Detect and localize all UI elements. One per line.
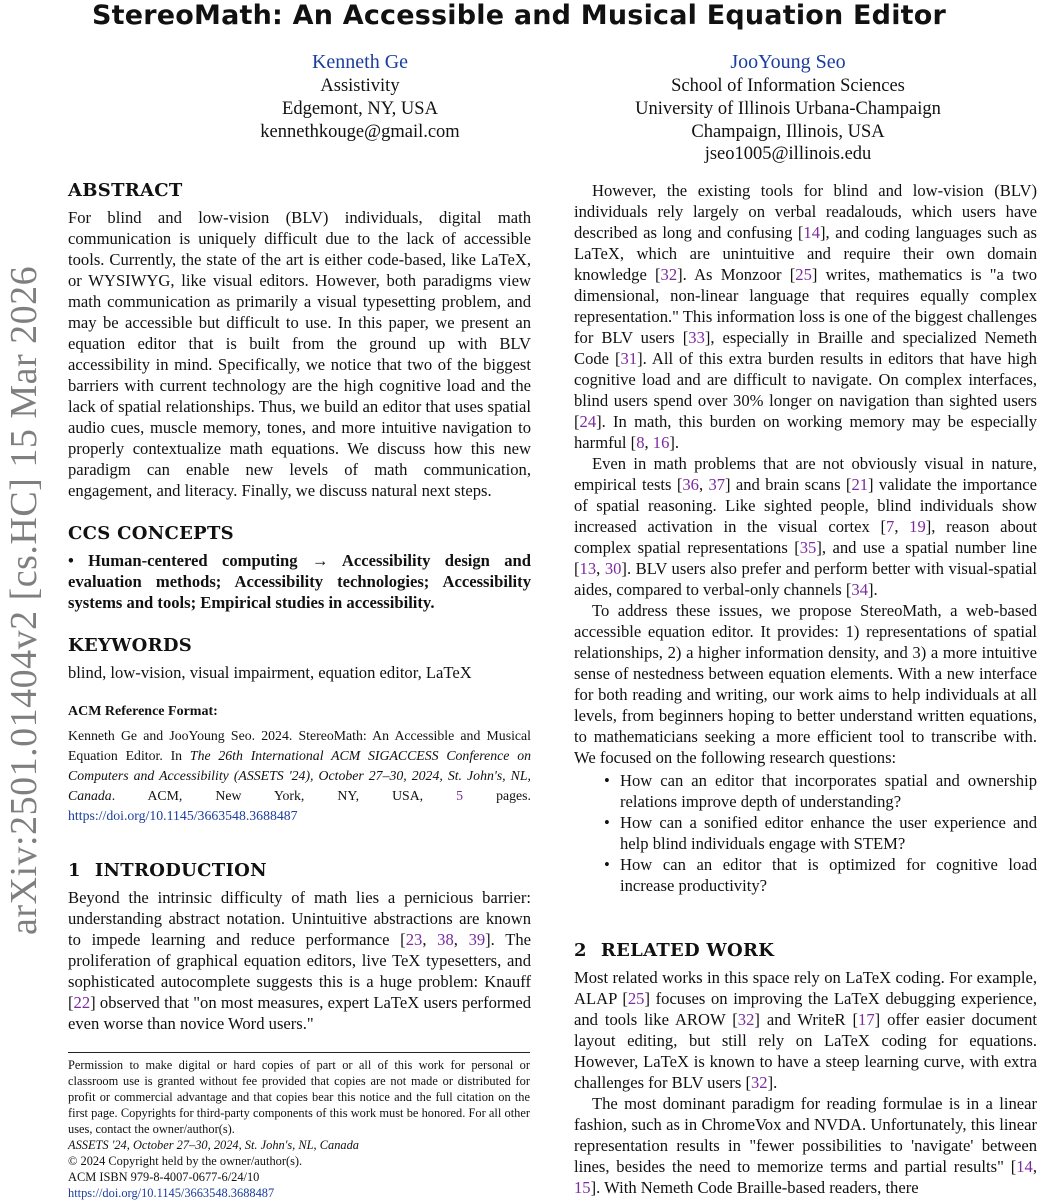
author-email: kennethkouge@gmail.com — [260, 121, 460, 142]
citation-link[interactable]: 35 — [799, 538, 817, 557]
citation-link[interactable]: 25 — [627, 989, 645, 1008]
author-affiliation: School of Information Sciences — [671, 76, 905, 96]
introduction-heading — [68, 860, 531, 881]
reference-format — [68, 701, 531, 826]
citation-link[interactable]: 39 — [468, 930, 486, 949]
reference-doi-link[interactable]: https://doi.org/10.1145/3663548.3688487 — [68, 808, 298, 823]
related-work-heading — [574, 940, 1037, 961]
author-affiliation: Assistivity — [320, 76, 400, 96]
section-title: RELATED WORK — [600, 940, 775, 961]
body-paragraph: The most dominant paradigm for reading formulae is in a linear fashion, such as in ChromeVox and NVDA. Unfortunately, this linear representation results in "fewer possibilities to 'navigate' between lines, besides the need to memorize terms and partial results" [14, 15]. With Nemeth Code Braille-based readers, there — [574, 1094, 1037, 1197]
citation-link[interactable]: 8 — [636, 433, 645, 452]
ccs-heading: CCS CONCEPTS — [68, 523, 234, 544]
footnote-venue: ASSETS '24, October 27–30, 2024, St. John's, NL, Canada — [68, 1138, 359, 1152]
citation-link[interactable]: 32 — [660, 265, 678, 284]
citation-link[interactable]: 31 — [620, 349, 638, 368]
reference-format-body — [68, 726, 531, 826]
citation-link[interactable]: 7 — [886, 517, 895, 536]
reference-pre: Kenneth Ge and JooYoung Seo. 2024. StereoMath: An Accessible and Musical Equation Editor. In — [68, 728, 531, 763]
citation-link[interactable]: 22 — [73, 993, 91, 1012]
citation-link[interactable]: 19 — [909, 517, 926, 536]
footnote-isbn: ACM ISBN 979-8-4007-0677-6/24/10 — [68, 1170, 260, 1184]
author-name-1[interactable]: Kenneth Ge — [311, 51, 409, 73]
reference-pages-link[interactable]: 5 — [456, 788, 464, 803]
author-email: jseo1005@illinois.edu — [704, 144, 872, 165]
citation-link[interactable]: 14 — [1016, 1157, 1033, 1176]
author-location: Edgemont, NY, USA — [282, 98, 438, 119]
author-block-2 — [580, 50, 996, 166]
body-paragraph: Most related works in this space rely on LaTeX coding. For example, ALAP [25] focuses on improving the LaTeX debugging experience, and tools like AROW [32] and WriteR [17] offer easier document layout editing, but still rely on LaTeX coding for equations. However, LaTeX is known to have a steep learning curve, with extra challenges for BLV users [32]. — [574, 968, 1038, 1092]
citation-link[interactable]: 24 — [579, 412, 597, 431]
citation-link[interactable]: 17 — [858, 1010, 875, 1029]
citation-link[interactable]: 25 — [795, 265, 812, 284]
research-questions-list — [574, 770, 1037, 896]
keywords-heading: KEYWORDS — [68, 635, 193, 656]
citation-link[interactable]: 32 — [737, 1010, 755, 1029]
footnote-doi-link[interactable]: https://doi.org/10.1145/3663548.3688487 — [68, 1186, 275, 1200]
abstract-text: For blind and low-vision (BLV) individuals, digital math communication is uniquely difficult due to the lack of accessible tools. Currently, the state of the art is either code-based, like LaTeX, or WYSIWYG, like visual editors. However, both paradigms view math communication as primarily a visual typesetting problem, and may be accessible but difficult to use. In this paper, we present an equation editor that is built from the ground up with BLV accessibility in mind. Specifically, we notice that two of the biggest barriers with current technology are the high cognitive load and the lack of spatial relationships. Thus, we build an editor that uses spatial audio cues, muscle memory, tones, and more intuitive navigation to properly contextualize math equations. We discuss how this new paradigm can enable new levels of math communication, engagement, and literacy. Finally, we discuss natural next steps. — [68, 208, 531, 500]
author-university: University of Illinois Urbana-Champaign — [635, 98, 941, 119]
abstract-heading: ABSTRACT — [68, 180, 183, 201]
list-item: • How can an editor that incorporates spatial and ownership relations improve depth of understanding? — [620, 770, 1037, 812]
keywords-text: blind, low-vision, visual impairment, equation editor, LaTeX — [68, 663, 472, 682]
introduction-paragraph: Beyond the intrinsic difficulty of math lies a pernicious barrier: understanding abstract notation. Unintuitive abstractions are known to impede learning and reduce performance [23, 38, 39]. The proliferation of graphical equation editors, live TeX typesetters, and sophisticated autocomplete suggests this is a huge problem: Knauff [22] observed that "on most measures, expert LaTeX users performed even worse than novice Word users." — [68, 888, 532, 1033]
citation-link[interactable]: 21 — [851, 475, 869, 494]
section-number: 2 — [574, 940, 587, 961]
citation-link[interactable]: 38 — [437, 930, 454, 949]
footnote-copyright: © 2024 Copyright held by the owner/author(s). — [68, 1154, 303, 1168]
paper-title: StereoMath: An Accessible and Musical Equation Editor — [91, 0, 947, 31]
list-item: • How can an editor that is optimized for cognitive load increase productivity? — [620, 854, 1037, 896]
body-paragraph: However, the existing tools for blind and low-vision (BLV) individuals rely largely on verbal readalouds, which users have described as long and confusing [14], and coding languages such as LaTeX, which are unintuitive and require their own domain knowledge [32]. As Monzoor [25] writes, mathematics is "a two dimensional, non-linear language that requires equally complex representation." This information loss is one of the biggest challenges for BLV users [33], especially in Braille and specialized Nemeth Code [31]. All of this extra burden results in editors that have high cognitive load and are difficult to navigate. On complex interfaces, blind users spend over 30% longer on navigation than sighted users [24]. In math, this burden on working memory may be especially harmful [8, 16]. — [574, 181, 1037, 452]
footnote-divider — [68, 1052, 530, 1053]
reference-venue: The 26th International ACM SIGACCESS Conference on Computers and Accessibility (ASSETS '24), October 27–30, 2024, St. John's, NL, Canada — [68, 748, 532, 803]
reference-format-heading: ACM Reference Format: — [68, 704, 218, 719]
permission-notice: Permission to make digital or hard copies of part or all of this work for personal or classroom use is granted without fee provided that copies are not made or distributed for profit or commercial advantage and that copies bear this notice and the full citation on the first page. Copyrights for third-party components of this work must be honored. For all other uses, contact the owner/author(s). — [68, 1058, 530, 1136]
citation-link[interactable]: 34 — [851, 580, 868, 599]
author-name-2[interactable]: JooYoung Seo — [730, 51, 846, 73]
reference-post: . ACM, New York, NY, USA, — [111, 788, 457, 803]
right-column — [574, 180, 1037, 1198]
citation-link[interactable]: 33 — [688, 328, 705, 347]
citation-link[interactable]: 16 — [652, 433, 670, 452]
left-column — [68, 180, 531, 1034]
author-block-1 — [190, 50, 530, 143]
section-number: 1 — [68, 860, 81, 881]
citation-link[interactable]: 13 — [579, 559, 597, 578]
citation-link[interactable]: 37 — [708, 475, 726, 494]
reference-pages-suffix: pages. — [463, 788, 531, 803]
section-title: INTRODUCTION — [94, 860, 267, 881]
body-paragraph: To address these issues, we propose StereoMath, a web-based accessible equation editor. It provides: 1) representations of spatial relationships, 2) a higher information density, and 3) a more intuitive sense of nestedness between equation elements. With a new interface for both reading and writing, our work aims to help individuals at all levels, from beginners hoping to better understand written equations, to mathematicians seeking a more efficient tool to transcribe with. We focused on the following research questions: — [574, 601, 1037, 767]
copyright-footnote — [68, 1057, 530, 1201]
author-location: Champaign, Illinois, USA — [691, 121, 885, 142]
body-paragraph: Even in math problems that are not obviously visual in nature, empirical tests [36, 37] and brain scans [21] validate the importance of spatial reasoning. Like sighted people, blind individuals show increased activation in the visual cortex [7, 19], reason about complex spatial representations [35], and use a spatial number line [13, 30]. BLV users also prefer and perform better with visual-spatial aides, compared to verbal-only channels [34]. — [574, 454, 1038, 599]
citation-link[interactable]: 15 — [574, 1178, 591, 1197]
citation-link[interactable]: 23 — [405, 930, 423, 949]
arxiv-stamp: arXiv:2501.01404v2 [cs.HC] 15 Mar 2026 — [3, 265, 45, 935]
list-item: • How can a sonified editor enhance the user experience and help blind individuals engage with STEM? — [620, 812, 1037, 854]
ccs-text: • Human-centered computing → Accessibility design and evaluation methods; Accessibility technologies; Accessibility systems and tools; Empirical studies in accessibility. — [68, 551, 531, 612]
citation-link[interactable]: 30 — [604, 559, 622, 578]
citation-link[interactable]: 14 — [803, 223, 821, 242]
citation-link[interactable]: 36 — [682, 475, 699, 494]
citation-link[interactable]: 32 — [750, 1073, 768, 1092]
